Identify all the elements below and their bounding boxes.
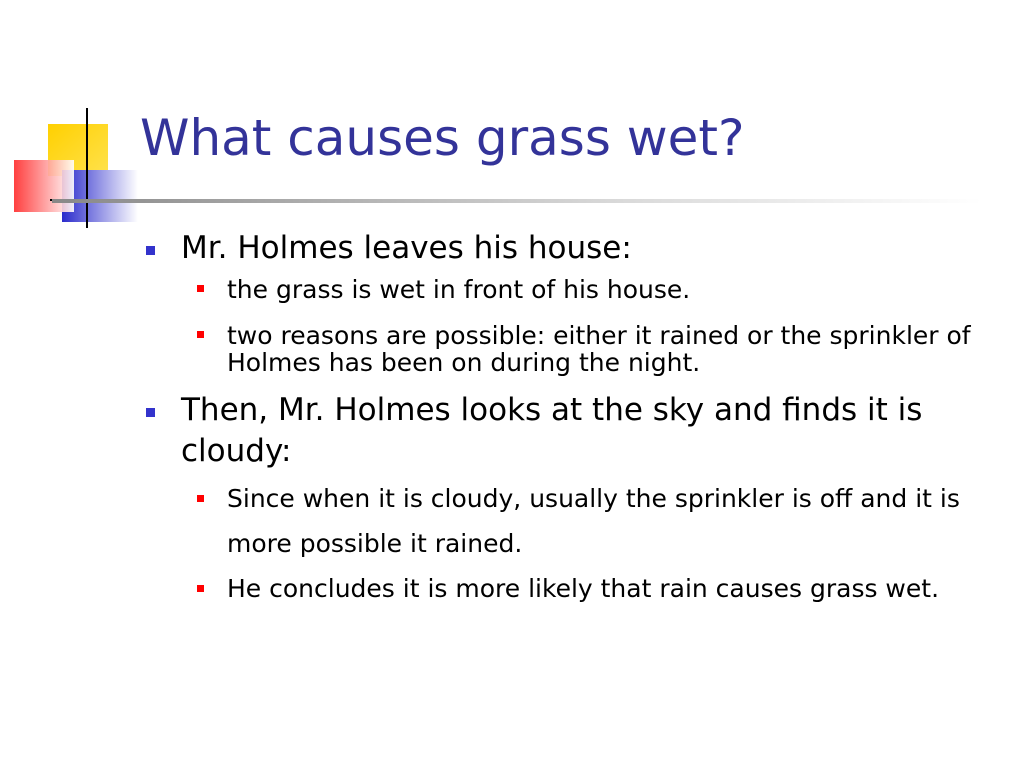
bullet-text: Mr. Holmes leaves his house:	[181, 230, 632, 266]
sub-bullet-text: two reasons are possible: either it rained or the sprinkler of Holmes has been on during the night.	[227, 321, 971, 377]
bullet-item	[140, 390, 1010, 472]
square-bullet-icon	[197, 331, 204, 338]
sub-bullet-item	[140, 276, 1010, 303]
square-bullet-icon	[197, 285, 204, 292]
square-bullet-icon	[146, 246, 155, 255]
sub-bullet-item	[140, 322, 1010, 376]
bullet-text: Then, Mr. Holmes looks at the sky and finds it is cloudy:	[181, 392, 923, 469]
sub-bullet-text: Since when it is cloudy, usually the sprinkler is off and it is more possible it rained.	[227, 484, 960, 558]
square-bullet-icon	[197, 585, 204, 592]
square-bullet-icon	[197, 495, 204, 502]
slide-logo-icon	[0, 0, 150, 240]
square-bullet-icon	[146, 408, 155, 417]
sub-bullet-text: He concludes it is more likely that rain causes grass wet.	[227, 574, 940, 603]
slide-title: What causes grass wet?	[140, 109, 745, 167]
sub-bullet-item	[140, 476, 1010, 566]
sub-bullet-item	[140, 566, 1010, 611]
sub-bullet-text: the grass is wet in front of his house.	[227, 275, 691, 304]
bullet-item	[140, 228, 1010, 269]
title-underline	[52, 199, 982, 203]
slide-body	[140, 228, 1010, 611]
